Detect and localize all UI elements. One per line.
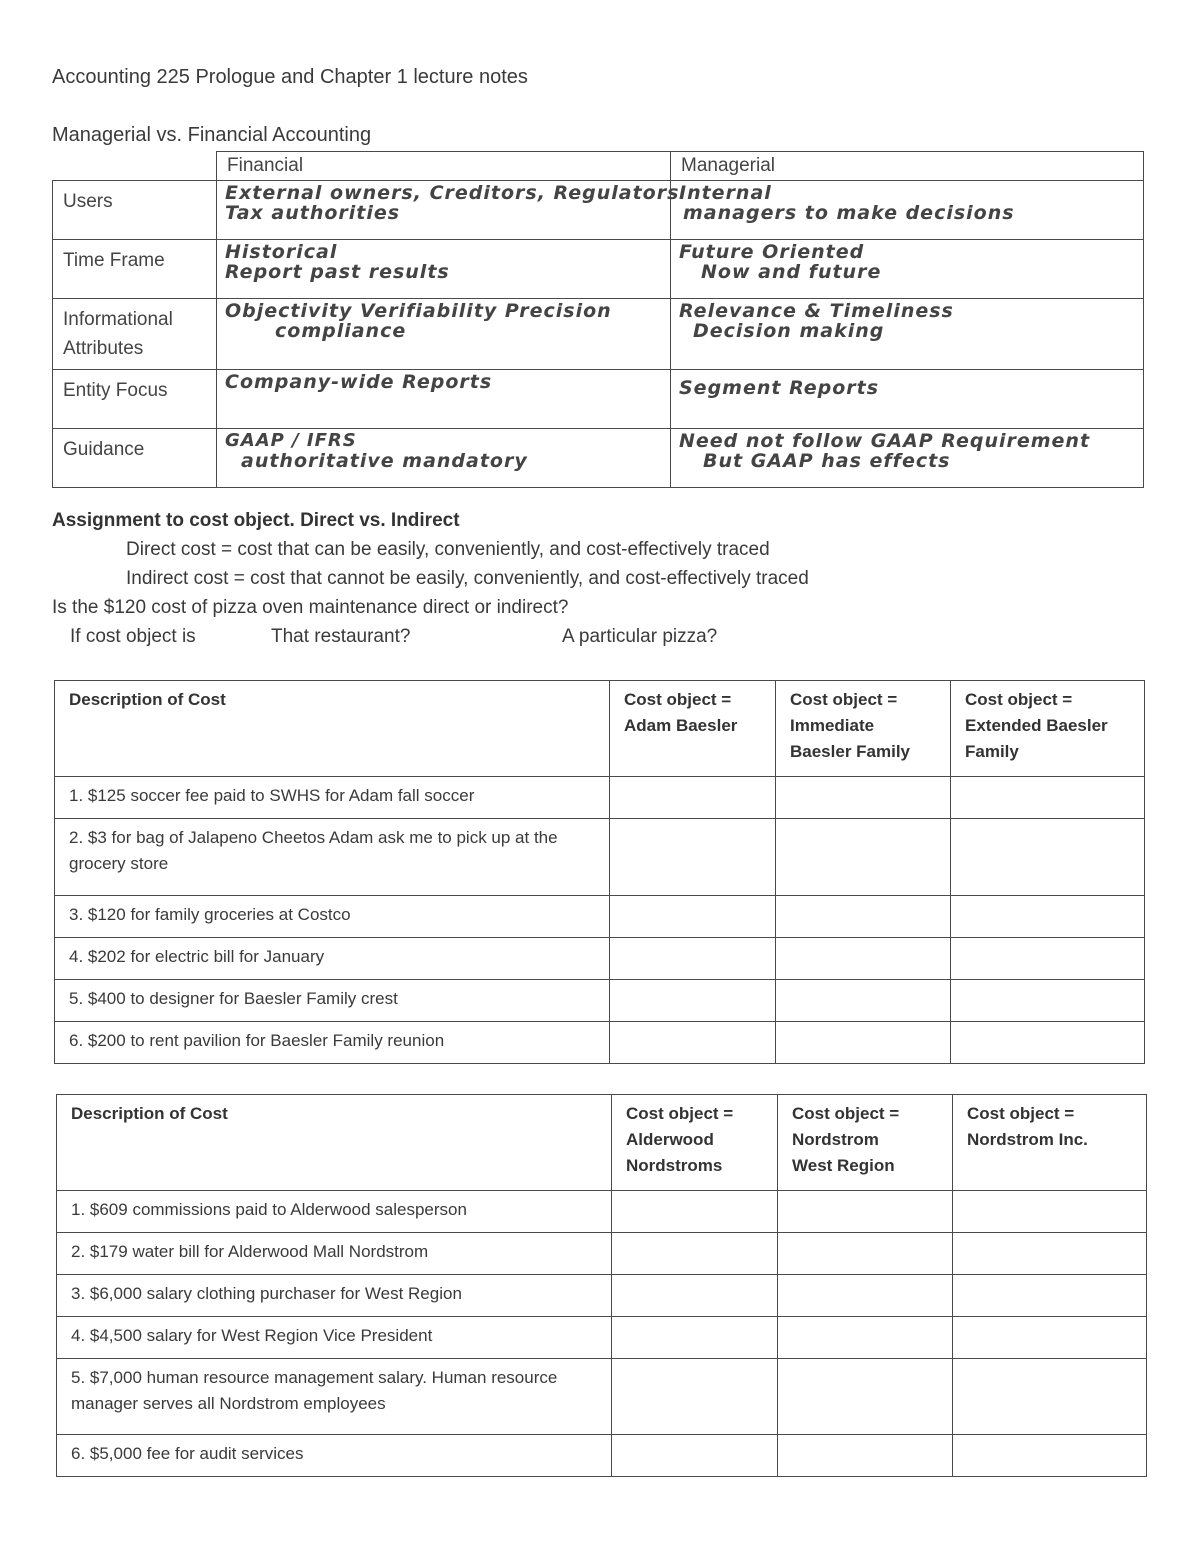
header-line: Family [965,742,1019,761]
financial-cell [217,299,671,370]
table-row [55,896,1145,938]
header-line: Extended Baesler [965,716,1108,735]
table-row [57,1233,1147,1275]
header-line: Cost object = [790,690,898,709]
header-line: Nordstrom [792,1130,879,1149]
answer-cell[interactable] [951,896,1145,938]
handwritten-note: Internal [679,182,772,204]
cost-description: 4. $4,500 salary for West Region Vice President [57,1317,612,1359]
answer-cell[interactable] [776,938,951,980]
answer-cell[interactable] [776,777,951,819]
handwritten-note: Segment Reports [679,377,880,399]
row-label: Time Frame [53,240,217,299]
direct-cost-definition: Direct cost = cost that can be easily, conveniently, and cost-effectively traced [126,539,770,560]
handwritten-note: Objectivity Verifiability Precision [225,300,612,322]
header-line: Cost object = [792,1104,900,1123]
table-row [57,1435,1147,1477]
row-entity-focus [53,370,1144,429]
header-empty-cell [53,152,217,181]
cost-object-header [610,681,776,777]
answer-cell[interactable] [612,1233,778,1275]
header-line: Cost object = [626,1104,734,1123]
handwritten-note: Decision making [693,320,885,342]
answer-cell[interactable] [610,938,776,980]
table-row [55,938,1145,980]
header-financial: Financial [217,152,671,181]
answer-cell[interactable] [951,777,1145,819]
header-managerial: Managerial [671,152,1144,181]
table-row [55,819,1145,896]
cost-table-header-row [57,1095,1147,1191]
cost-description: 3. $6,000 salary clothing purchaser for West Region [57,1275,612,1317]
pizza-question: Is the $120 cost of pizza oven maintenance direct or indirect? [52,597,569,618]
row-guidance [53,429,1144,488]
assignment-title: Assignment to cost object. Direct vs. Indirect [52,510,460,531]
answer-cell[interactable] [778,1317,953,1359]
table-row [55,777,1145,819]
header-line: Cost object = [967,1104,1075,1123]
answer-cell[interactable] [612,1191,778,1233]
handwritten-note: Need not follow GAAP Requirement [679,430,1091,452]
answer-cell[interactable] [953,1359,1147,1435]
cost-description: 4. $202 for electric bill for January [55,938,610,980]
financial-cell [217,181,680,240]
handwritten-note: Relevance & Timeliness [679,300,954,322]
answer-cell[interactable] [612,1317,778,1359]
handwritten-note: GAAP / IFRS [225,430,357,451]
row-label: Entity Focus [53,370,217,429]
row-informational-attributes [53,299,1144,370]
financial-cell [217,240,671,299]
cost-description: 2. $179 water bill for Alderwood Mall Nordstrom [57,1233,612,1275]
cost-object-header [778,1095,953,1191]
cost-object-header [953,1095,1147,1191]
answer-cell[interactable] [951,938,1145,980]
answer-cell[interactable] [610,896,776,938]
managerial-cell [671,181,1144,240]
table-row [57,1191,1147,1233]
cost-description: 6. $5,000 fee for audit services [57,1435,612,1477]
header-line: Nordstroms [626,1156,723,1175]
table-row [57,1317,1147,1359]
answer-cell[interactable] [951,819,1145,896]
answer-cell[interactable] [776,819,951,896]
cost-object-header [951,681,1145,777]
handwritten-note: Historical [225,241,338,263]
handwritten-note: authoritative mandatory [241,450,528,472]
answer-cell[interactable] [778,1359,953,1435]
answer-cell[interactable] [953,1191,1147,1233]
cost-table-nordstrom [56,1094,1147,1477]
cost-table-header-row [55,681,1145,777]
option-restaurant: That restaurant? [271,626,411,647]
indirect-cost-definition: Indirect cost = cost that cannot be easily, conveniently, and cost-effectively traced [126,568,809,589]
cost-description: 3. $120 for family groceries at Costco [55,896,610,938]
answer-cell[interactable] [953,1275,1147,1317]
option-pizza: A particular pizza? [562,626,718,647]
answer-cell[interactable] [776,980,951,1022]
answer-cell[interactable] [951,980,1145,1022]
answer-cell[interactable] [612,1275,778,1317]
row-time-frame [53,240,1144,299]
comparison-header-row [53,152,1144,181]
answer-cell[interactable] [778,1233,953,1275]
row-label-line: Attributes [63,338,144,359]
table-row [57,1275,1147,1317]
description-header: Description of Cost [55,681,610,777]
handwritten-note: External owners, Creditors, Regulators [225,182,680,204]
header-line: Alderwood [626,1130,714,1149]
header-line: Cost object = [965,690,1073,709]
answer-cell[interactable] [953,1317,1147,1359]
handwritten-note: But GAAP has effects [703,450,951,472]
section-title: Managerial vs. Financial Accounting [52,124,372,146]
table-row [55,980,1145,1022]
answer-cell[interactable] [776,1022,951,1064]
financial-cell [217,370,671,429]
if-cost-object-label: If cost object is [70,626,196,647]
answer-cell[interactable] [610,1022,776,1064]
row-users [53,181,1144,240]
description-header: Description of Cost [57,1095,612,1191]
cost-table-baesler [54,680,1145,1064]
answer-cell[interactable] [951,1022,1145,1064]
managerial-cell [671,370,1144,429]
header-line: Adam Baesler [624,716,738,735]
cost-description: 1. $125 soccer fee paid to SWHS for Adam fall soccer [55,777,610,819]
answer-cell[interactable] [778,1275,953,1317]
cost-object-header [612,1095,778,1191]
row-label: Guidance [53,429,217,488]
cost-description: 2. $3 for bag of Jalapeno Cheetos Adam ask me to pick up at the grocery store [55,819,610,896]
header-line: Immediate [790,716,875,735]
cost-description: 6. $200 to rent pavilion for Baesler Family reunion [55,1022,610,1064]
cost-description: 1. $609 commissions paid to Alderwood salesperson [57,1191,612,1233]
handwritten-note: Future Oriented [679,241,865,263]
row-label [53,299,217,370]
managerial-cell [671,429,1144,488]
cost-object-header [776,681,951,777]
row-label-line: Informational [63,309,173,330]
answer-cell[interactable] [778,1435,953,1477]
answer-cell[interactable] [953,1435,1147,1477]
answer-cell[interactable] [610,777,776,819]
header-line: West Region [792,1156,895,1175]
managerial-cell [671,240,1144,299]
answer-cell[interactable] [612,1435,778,1477]
table-row [57,1359,1147,1435]
answer-cell[interactable] [953,1233,1147,1275]
managerial-cell [671,299,1144,370]
answer-cell[interactable] [612,1359,778,1435]
table-row [55,1022,1145,1064]
header-line: Nordstrom Inc. [967,1130,1088,1149]
handwritten-note: Company-wide Reports [225,371,493,393]
handwritten-note: Report past results [225,261,450,283]
answer-cell[interactable] [776,896,951,938]
cost-description: 5. $400 to designer for Baesler Family crest [55,980,610,1022]
cost-description: 5. $7,000 human resource management salary. Human resource manager serves all Nordstrom employees [57,1359,612,1435]
handwritten-note: Tax authorities [225,202,401,224]
document-title: Accounting 225 Prologue and Chapter 1 lecture notes [52,66,528,88]
answer-cell[interactable] [778,1191,953,1233]
handwritten-note: compliance [275,320,407,342]
answer-cell[interactable] [610,980,776,1022]
answer-cell[interactable] [610,819,776,896]
handwritten-note: Now and future [701,261,882,283]
financial-cell [217,429,671,488]
row-label: Users [53,181,217,240]
header-line: Baesler Family [790,742,911,761]
header-line: Cost object = [624,690,732,709]
handwritten-note: managers to make decisions [683,202,1015,224]
comparison-table [52,151,1144,488]
